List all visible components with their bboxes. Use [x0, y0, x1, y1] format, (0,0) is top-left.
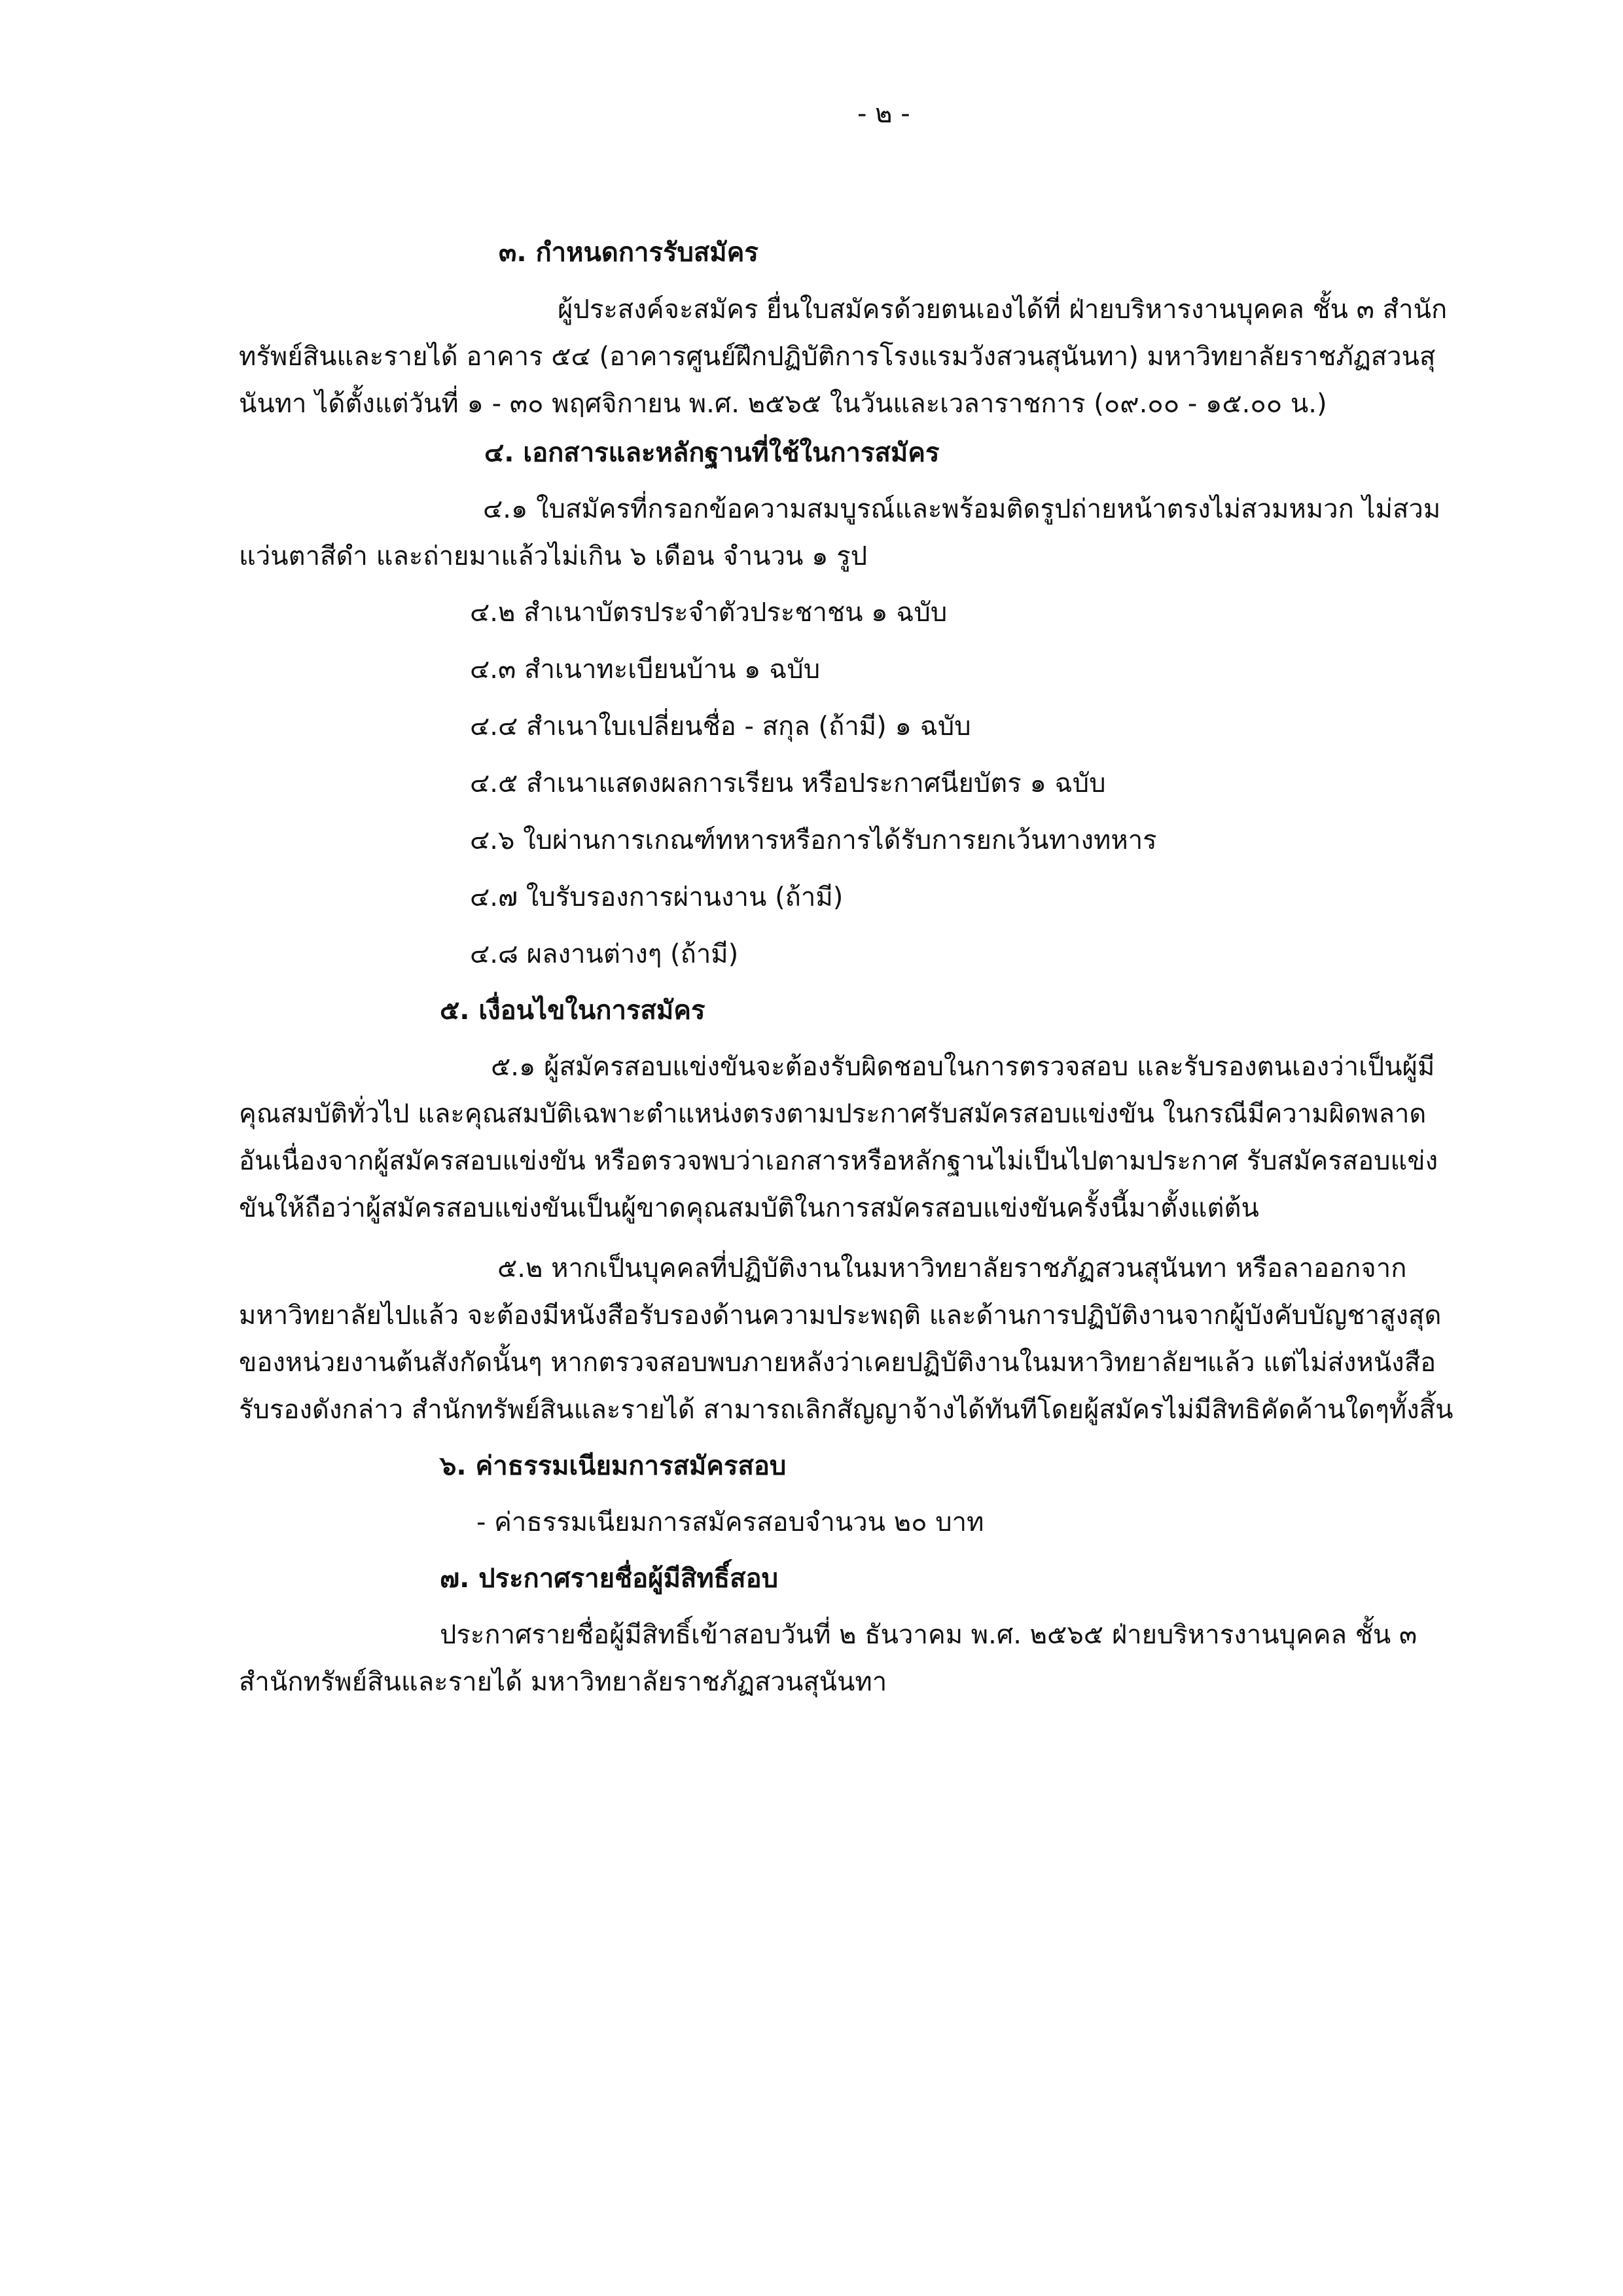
- section-4-item: ๔.๒ สำเนาบัตรประจำตัวประชาชน ๑ ฉบับ: [470, 598, 948, 628]
- section-3-line: นันทา ได้ตั้งแต่วันที่ ๑ - ๓๐ พฤศจิกายน พ.ศ. ๒๕๖๕ ในวันและเวลาราชการ (๐๙.๐๐ - ๑๕.๐๐ น.): [239, 389, 1327, 419]
- section-4-item: ๔.๘ ผลงานต่างๆ (ถ้ามี): [470, 939, 739, 969]
- section-3-line: ผู้ประสงค์จะสมัคร ยื่นใบสมัครด้วยตนเองได้ที่ ฝ่ายบริหารงานบุคคล ชั้น ๓ สำนัก: [558, 295, 1448, 325]
- section-4-item: ๔.๔ สำเนาใบเปลี่ยนชื่อ - สกุล (ถ้ามี) ๑ ฉบับ: [470, 711, 971, 742]
- section-4-item: ๔.๖ ใบผ่านการเกณฑ์ทหารหรือการได้รับการยกเว้นทางทหาร: [470, 825, 1157, 855]
- section-5-para-1-line: ขันให้ถือว่าผู้สมัครสอบแข่งขันเป็นผู้ขาดคุณสมบัติในการสมัครสอบแข่งขันครั้งนี้มาตั้งแต่ต้น: [239, 1193, 1259, 1223]
- section-5-heading: ๕. เงื่อนไขในการสมัคร: [440, 996, 705, 1026]
- section-5-para-1-line: อันเนื่องจากผู้สมัครสอบแข่งขัน หรือตรวจพบว่าเอกสารหรือหลักฐานไม่เป็นไปตามประกาศ รับสมัครสอบแข่ง: [239, 1146, 1438, 1176]
- section-7-line: ประกาศรายชื่อผู้มีสิทธิ์เข้าสอบวันที่ ๒ ธันวาคม พ.ศ. ๒๕๖๕ ฝ่ายบริหารงานบุคคล ชั้น ๓: [440, 1620, 1418, 1650]
- section-4-item: ๔.๕ สำเนาแสดงผลการเรียน หรือประกาศนียบัตร ๑ ฉบับ: [470, 768, 1106, 798]
- section-7-line: สำนักทรัพย์สินและรายได้ มหาวิทยาลัยราชภัฏสวนสุนันทา: [239, 1667, 887, 1697]
- section-7-heading: ๗. ประกาศรายชื่อผู้มีสิทธิ์สอบ: [440, 1564, 779, 1594]
- section-6-line: - ค่าธรรมเนียมการสมัครสอบจำนวน ๒๐ บาท: [476, 1507, 984, 1537]
- section-5-para-2-line: ของหน่วยงานต้นสังกัดนั้นๆ หากตรวจสอบพบภายหลังว่าเคยปฏิบัติงานในมหาวิทยาลัยฯแล้ว แต่ไม่ส่งหนังสือ: [239, 1348, 1436, 1378]
- section-5-para-1-line: ๕.๑ ผู้สมัครสอบแข่งขันจะต้องรับผิดชอบในการตรวจสอบ และรับรองตนเองว่าเป็นผู้มี: [491, 1052, 1435, 1082]
- section-3-heading: ๓. กำหนดการรับสมัคร: [499, 238, 758, 268]
- section-4-item-1-line: ๔.๑ ใบสมัครที่กรอกข้อความสมบูรณ์และพร้อมติดรูปถ่ายหน้าตรงไม่สวมหมวก ไม่สวม: [483, 494, 1441, 524]
- section-4-item: ๔.๓ สำเนาทะเบียนบ้าน ๑ ฉบับ: [470, 655, 821, 685]
- section-4-heading: ๔. เอกสารและหลักฐานที่ใช้ในการสมัคร: [484, 438, 940, 468]
- section-3-line: ทรัพย์สินและรายได้ อาคาร ๕๔ (อาคารศูนย์ฝึกปฏิบัติการโรงแรมวังสวนสุนันทา) มหาวิทยาลัยราชภัฏสวนสุ: [239, 342, 1436, 372]
- section-5-para-2-line: ๕.๒ หากเป็นบุคคลที่ปฏิบัติงานในมหาวิทยาลัยราชภัฏสวนสุนันทา หรือลาออกจาก: [497, 1253, 1407, 1283]
- section-5-para-1-line: คุณสมบัติทั่วไป และคุณสมบัติเฉพาะตำแหน่งตรงตามประกาศรับสมัครสอบแข่งขัน ในกรณีมีความผิดพลาด: [239, 1099, 1427, 1129]
- section-4-item: ๔.๗ ใบรับรองการผ่านงาน (ถ้ามี): [470, 882, 844, 912]
- section-5-para-2-line: มหาวิทยาลัยไปแล้ว จะต้องมีหนังสือรับรองด้านความประพฤติ และด้านการปฏิบัติงานจากผู้บังคับบัญชาสูงสุด: [239, 1300, 1442, 1331]
- section-4-item-1-line: แว่นตาสีดำ และถ่ายมาแล้วไม่เกิน ๖ เดือน จำนวน ๑ รูป: [239, 541, 868, 571]
- page-number: - ๒ -: [857, 99, 910, 129]
- section-5-para-2-line: รับรองดังกล่าว สำนักทรัพย์สินและรายได้ สามารถเลิกสัญญาจ้างได้ทันทีโดยผู้สมัครไม่มีสิทธิคัดค้านใดๆทั้งสิ้น: [239, 1395, 1454, 1425]
- section-6-heading: ๖. ค่าธรรมเนียมการสมัครสอบ: [440, 1451, 787, 1481]
